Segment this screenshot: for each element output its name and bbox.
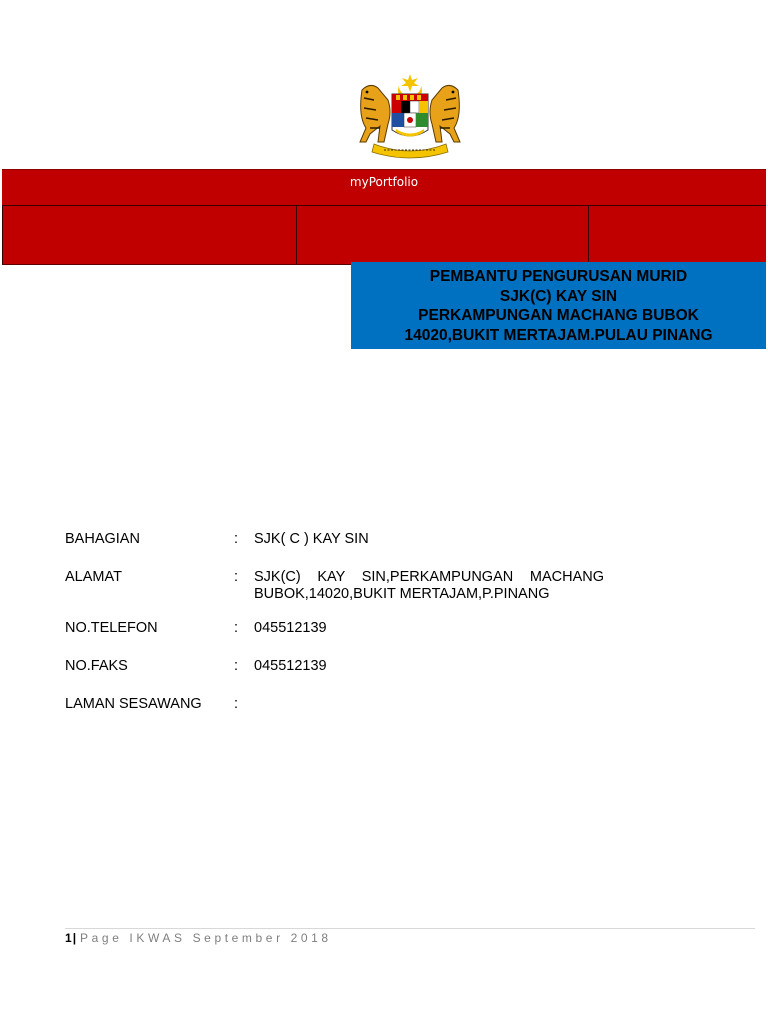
- title-line-1: PEMBANTU PENGURUSAN MURID: [429, 268, 688, 285]
- address-line-1: SJK(C) KAY SIN,PERKAMPUNGAN MACHANG: [254, 569, 604, 585]
- info-label: NO.FAKS: [65, 658, 128, 674]
- info-colon: :: [234, 696, 239, 712]
- info-label: ALAMAT: [65, 569, 122, 585]
- info-value: 045512139: [254, 620, 327, 636]
- page-number: 1: [65, 931, 72, 945]
- footer-text: Page IKWAS September 2018: [80, 931, 332, 945]
- band-cell-3: [588, 206, 766, 264]
- title-line-4: 14020,BUKIT MERTAJAM.PULAU PINANG: [404, 326, 713, 344]
- page-footer: [65, 931, 332, 945]
- title-line-3: PERKAMPUNGAN MACHANG BUBOK: [418, 307, 699, 324]
- info-colon: :: [234, 531, 239, 547]
- address-line-2: BUBOK,14020,BUKIT MERTAJAM,P.PINANG: [254, 586, 550, 602]
- footer-separator: |: [72, 931, 77, 945]
- info-value: SJK( C ) KAY SIN: [254, 531, 369, 547]
- band-table-row: [2, 205, 766, 264]
- info-colon: :: [234, 569, 239, 585]
- coat-of-arms-logo: [352, 72, 468, 160]
- title-line-2: SJK(C) KAY SIN: [499, 287, 618, 305]
- title-box: [351, 262, 766, 349]
- band-title: myPortfolio: [349, 175, 419, 189]
- footer-divider: [65, 928, 755, 929]
- info-label: LAMAN SESAWANG: [65, 696, 202, 712]
- info-label: NO.TELEFON: [65, 620, 158, 636]
- info-value-address: [254, 569, 604, 603]
- info-colon: :: [234, 620, 239, 636]
- header-red-band: [2, 169, 766, 265]
- malaysia-coat-of-arms-icon: [352, 72, 468, 160]
- info-colon: :: [234, 658, 239, 674]
- band-cell-2: [296, 206, 588, 264]
- info-value: 045512139: [254, 658, 327, 674]
- info-label: BAHAGIAN: [65, 531, 140, 547]
- band-cell-1: [2, 206, 296, 264]
